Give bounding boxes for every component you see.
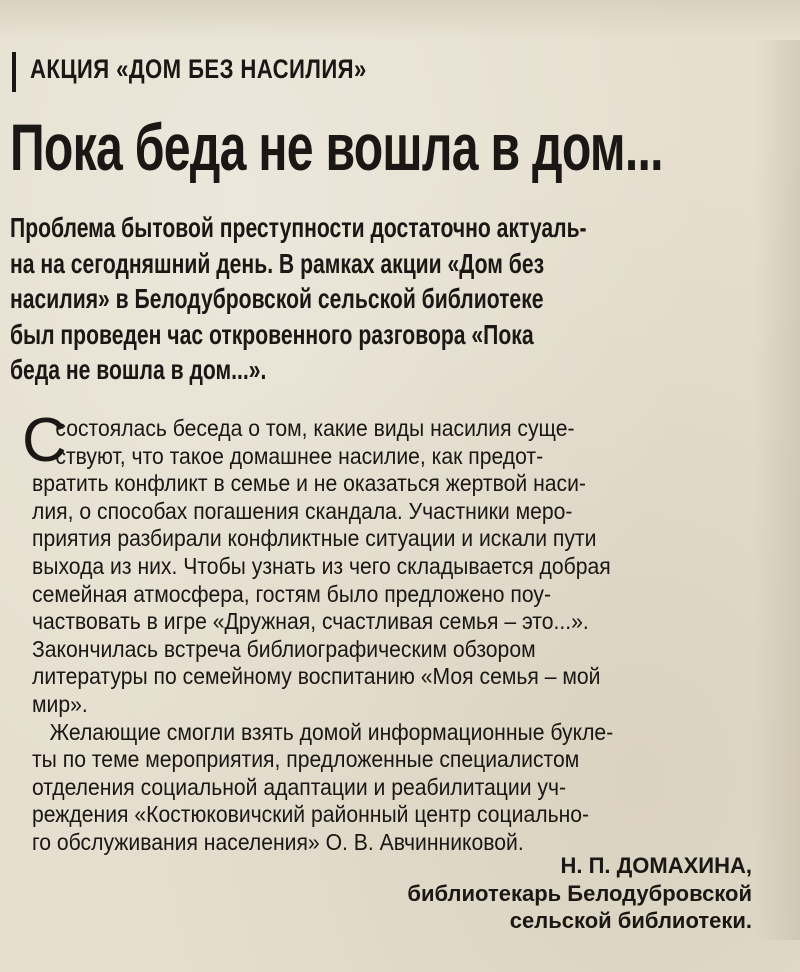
lead-line: на на сегодняшний день. В рамках акции «Дом без <box>10 247 545 279</box>
drop-cap: С <box>22 406 67 475</box>
author-name: Н. П. ДОМАХИНА, <box>560 853 752 878</box>
lead-line: Проблема бытовой преступности достаточно актуаль- <box>10 212 587 243</box>
rubric-title: АКЦИЯ «ДОМ БЕЗ НАСИЛИЯ» <box>30 54 367 84</box>
page-edge-right <box>755 40 800 940</box>
body-line: состоялась беседа о том, какие виды насилия суще- <box>55 415 575 441</box>
body-line: выхода из них. Чтобы узнать из чего складывается добрая <box>32 552 611 579</box>
body-line: ствуют, что такое домашнее насилие, как предот- <box>55 442 544 469</box>
lead-paragraph <box>10 210 690 388</box>
lead-line: беда не вошла в дом...». <box>10 354 267 385</box>
author-position: библиотекарь Белодубровской <box>407 880 752 906</box>
body-line: мир». <box>32 690 88 717</box>
body-line: реждения «Костюковичский районный центр социально- <box>32 801 590 828</box>
body-line: го обслуживания населения» О. В. Авчинниковой. <box>32 828 524 855</box>
author-position: сельской библиотеки. <box>509 908 752 933</box>
rubric-bar <box>12 52 16 92</box>
body-line: Закончилась встреча библиографическим обзором <box>32 635 536 662</box>
body-line: приятия разбирали конфликтные ситуации и искали пути <box>32 525 597 552</box>
article-body <box>32 415 613 857</box>
body-line: ты по теме мероприятия, предложенные специалистом <box>32 746 580 773</box>
lead-line: был проведен час откровенного разговора «Пока <box>10 318 534 350</box>
lead-line: насилия» в Белодубровской сельской библиотеке <box>10 283 544 314</box>
body-line: Желающие смогли взять домой информационные букле- <box>32 718 614 745</box>
body-line: лия, о способах погашения скандала. Участники меро- <box>32 497 573 524</box>
page-edge-top <box>0 0 800 40</box>
body-line: вратить конфликт в семье и не оказаться жертвой наси- <box>32 470 586 497</box>
body-line: литературы по семейному воспитанию «Моя семья – мой <box>32 663 601 690</box>
body-line: частвовать в игре «Дружная, счастливая семья – это...». <box>32 608 589 635</box>
body-line: семейная атмосфера, гостям было предложено поу- <box>32 580 552 607</box>
body-line: отделения социальной адаптации и реабилитации уч- <box>32 773 567 800</box>
headline: Пока беда не вошла в дом... <box>10 110 663 184</box>
author-signature <box>407 852 752 935</box>
